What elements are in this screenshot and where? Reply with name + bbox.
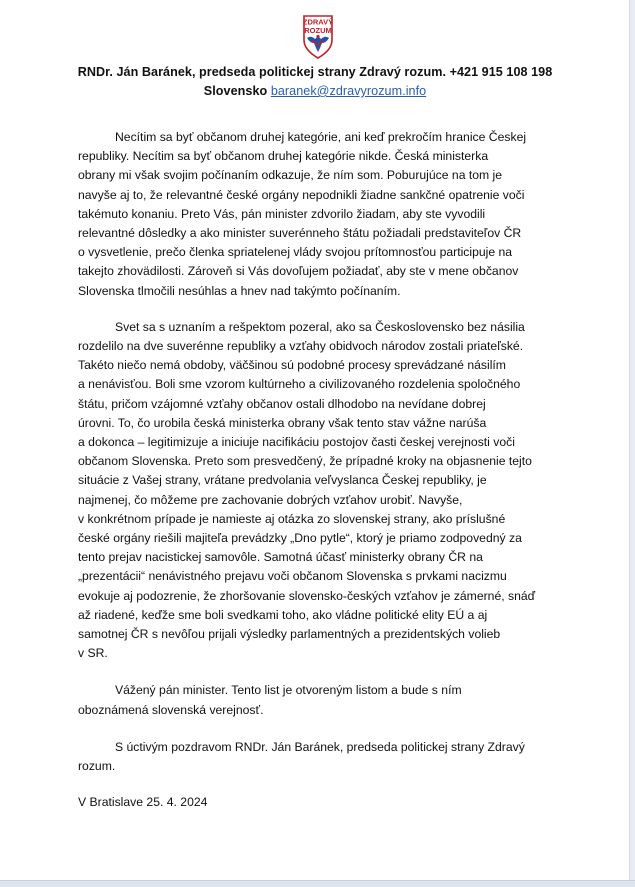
text-line: rozdelilo na dve suverénne republiky a vzťahy obidvoch národov zostali priateľské. xyxy=(78,339,524,354)
text-line: a dokonca – legitimizuje a iniciuje nacifikáciu postojov časti českej verejnosti voči xyxy=(78,435,515,450)
text-line: samotnej ČR s nevôľou prijali výsledky parlamentných a prezidentských volieb xyxy=(78,627,501,642)
zdravy-rozum-logo xyxy=(298,14,338,60)
text-line: rozum. xyxy=(78,759,116,774)
paragraph-signature xyxy=(78,738,560,776)
letter-header-line1: RNDr. Ján Baránek, predseda politickej strany Zdravý rozum. +421 915 108 198 xyxy=(77,65,553,79)
letter-header-line2 xyxy=(0,84,630,98)
text-line: Slovenska tlmočili nesúhlas a hnev nad takýmto počínaním. xyxy=(78,283,401,298)
text-line: české orgány riešili majiteľa prevádzky „Dno pytle“, ktorý je priamo zodpovedný za xyxy=(78,531,522,546)
text-line: evokuje aj podozrenie, že zhoršovanie slovensko-českých vzťahov je zámerné, snáď xyxy=(78,588,536,603)
letter-body xyxy=(78,128,560,813)
text-line: Takéto niečo nemá obdoby, väčšinou sú podobné procesy sprevádzané násilím xyxy=(78,358,506,373)
text-line: navyše aj to, že relevantné české orgány nepodnikli žiadne sankčné opatrenie voči xyxy=(78,187,525,202)
text-line: relevantné dôsledky a ako minister suverénneho štátu požiadali predstaviteľov ČR xyxy=(78,226,522,241)
text-line: republiky. Necítim sa byť občanom druhej kategórie nikde. Česká ministerka xyxy=(78,149,489,164)
text-line: obrany mi však svojim počínaním odkazuje, že ním som. Poburujúce na tom je xyxy=(78,168,503,183)
text-line: „prezentácii“ nenávistného prejavu voči občanom Slovenska s prvkami nacizmu xyxy=(78,569,507,584)
text-line: Svet sa s uznaním a rešpektom pozeral, ako sa Československo bez násilia xyxy=(115,319,525,334)
text-line: a nenávisťou. Boli sme vzorom kultúrneho a civilizovaného rozdelenia spoločného xyxy=(78,377,521,392)
text-line: Necítim sa byť občanom druhej kategórie, ani keď prekročím hranice Českej xyxy=(115,130,527,144)
text-line: oboznámená slovenská verejnosť. xyxy=(78,702,264,717)
date-line: V Bratislave 25. 4. 2024 xyxy=(78,795,208,810)
text-line: najmenej, čo môžeme pre zachovanie dobrých vzťahov urobiť. Navyše, xyxy=(78,492,463,507)
paragraph-1 xyxy=(78,128,560,301)
paragraph-2 xyxy=(78,318,560,664)
page-edge-bottom xyxy=(0,880,635,887)
page-edge-right xyxy=(629,0,635,887)
text-line: v konkrétnom prípade je namieste aj otázka zo slovenskej strany, ako príslušné xyxy=(78,511,506,526)
text-line: občanom Slovenska. Preto som presvedčený, že prípadné kroky na objasnenie tejto xyxy=(78,454,532,469)
text-line: v SR. xyxy=(78,646,108,661)
paragraph-3 xyxy=(78,681,560,719)
text-line: štátu, pričom vzájomné vzťahy občanov ostali dlhodobo na nevídane dobrej xyxy=(78,396,486,411)
text-line: situácie z Vašej strany, vrátane predvolania veľvyslanca Českej republiky, je xyxy=(78,473,487,488)
text-line: S úctivým pozdravom RNDr. Ján Baránek, predseda politickej strany Zdravý xyxy=(115,739,525,754)
text-line: takémuto konaniu. Preto Vás, pán minister zdvorilo žiadam, aby ste vyvodili xyxy=(78,206,486,221)
text-line: tento prejav nacistickej samovôle. Samotná účasť ministerky obrany ČR na xyxy=(78,550,483,565)
text-line: Vážený pán minister. Tento list je otvoreným listom a bude s ním xyxy=(115,683,462,698)
header-country: Slovensko xyxy=(203,84,268,98)
text-line: úrovni. To, čo urobila česká ministerka obrany však tento stav vážne narúša xyxy=(78,415,487,430)
text-line: o vysvetlenie, prečo členka spriatelenej vlády svojou prítomnosťou participuje na xyxy=(78,245,513,260)
text-line: takejto zhovädilosti. Zároveň si Vás dovoľujem požiadať, aby ste v mene občanov xyxy=(78,264,519,279)
text-line: až riadené, keďže sme boli svedkami toho, ako vládne politické elity EÚ a aj xyxy=(78,607,488,622)
email-link[interactable]: baranek@zdravyrozum.info xyxy=(270,84,427,98)
logo-text-bottom: ROZUM xyxy=(304,26,332,35)
logo-text-top: ZDRAVÝ xyxy=(302,17,334,27)
